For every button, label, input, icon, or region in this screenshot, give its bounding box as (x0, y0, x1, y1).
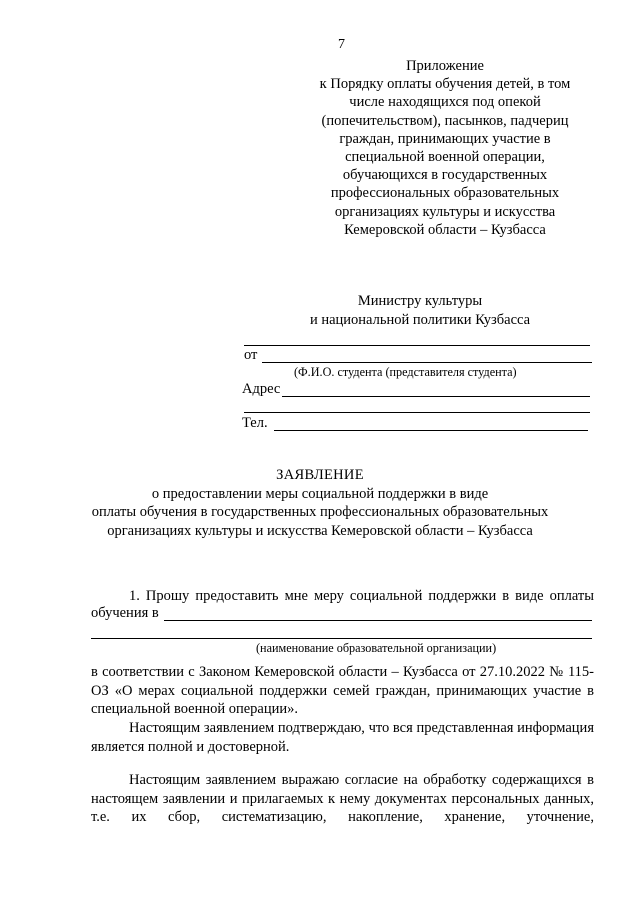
appendix-line: (попечительством), пасынков, падчериц (321, 112, 569, 129)
organization-hint: (наименование образовательной организации) (256, 641, 497, 655)
appendix-header (300, 57, 590, 239)
address-blank-line-2[interactable] (244, 412, 590, 413)
appendix-line: числе находящихся под опекой (349, 94, 541, 111)
appendix-line: граждан, принимающих участие в (339, 130, 551, 147)
fio-blank-line[interactable] (262, 362, 592, 363)
fio-hint: (Ф.И.О. студента (представителя студента) (294, 365, 517, 379)
addressee-block (300, 292, 540, 329)
appendix-line: специальной военной операции, (345, 149, 545, 166)
from-label: от (244, 347, 258, 363)
title-line: оплаты обучения в государственных профессиональных образовательных (91, 504, 549, 520)
request-line-2: обучения в (91, 605, 159, 621)
organization-blank-line-2[interactable] (91, 638, 592, 639)
confirmation-paragraph: Настоящим заявлением подтверждаю, что вся представленная информация является полной и достоверной. (91, 720, 594, 755)
document-title (60, 466, 580, 540)
addressee-blank-line[interactable] (244, 345, 590, 346)
appendix-line: Приложение (406, 58, 484, 74)
law-reference-paragraph: в соответствии с Законом Кемеровской области – Кузбасса от 27.10.2022 № 115-ОЗ «О мерах социальной поддержки семей граждан, принимающих участие в специальной военной операции». (91, 664, 594, 718)
appendix-line: организациях культуры и искусства (334, 203, 556, 220)
addressee-line: и национальной политики Кузбасса (309, 311, 531, 328)
appendix-line: к Порядку оплаты обучения детей, в том (319, 76, 571, 93)
address-blank-line[interactable] (282, 396, 590, 397)
phone-label: Тел. (242, 415, 268, 431)
appendix-line: Кемеровской области – Кузбасса (344, 221, 546, 238)
consent-paragraph: Настоящим заявлением выражаю согласие на обработку содержащихся в настоящем заявлении и прилагаемых к нему документах персональных данных, т.е. их сбор, систематизацию, накопление, хранение, уточнение, (91, 772, 594, 826)
title-line: о предоставлении меры социальной поддержки в виде (151, 485, 489, 502)
address-label: Адрес (242, 381, 281, 397)
page-number: 7 (338, 37, 345, 52)
addressee-line: Министру культуры (357, 293, 483, 309)
request-line-1: 1. Прошу предоставить мне меру социальной поддержки в виде оплаты (129, 588, 594, 604)
title-heading: ЗАЯВЛЕНИЕ (276, 467, 364, 483)
appendix-line: обучающихся в государственных (342, 167, 548, 184)
appendix-line: профессиональных образовательных (330, 185, 560, 202)
organization-blank-line[interactable] (164, 620, 592, 621)
title-line: организациях культуры и искусства Кемеровской области – Кузбасса (107, 522, 533, 539)
phone-blank-line[interactable] (274, 430, 588, 431)
